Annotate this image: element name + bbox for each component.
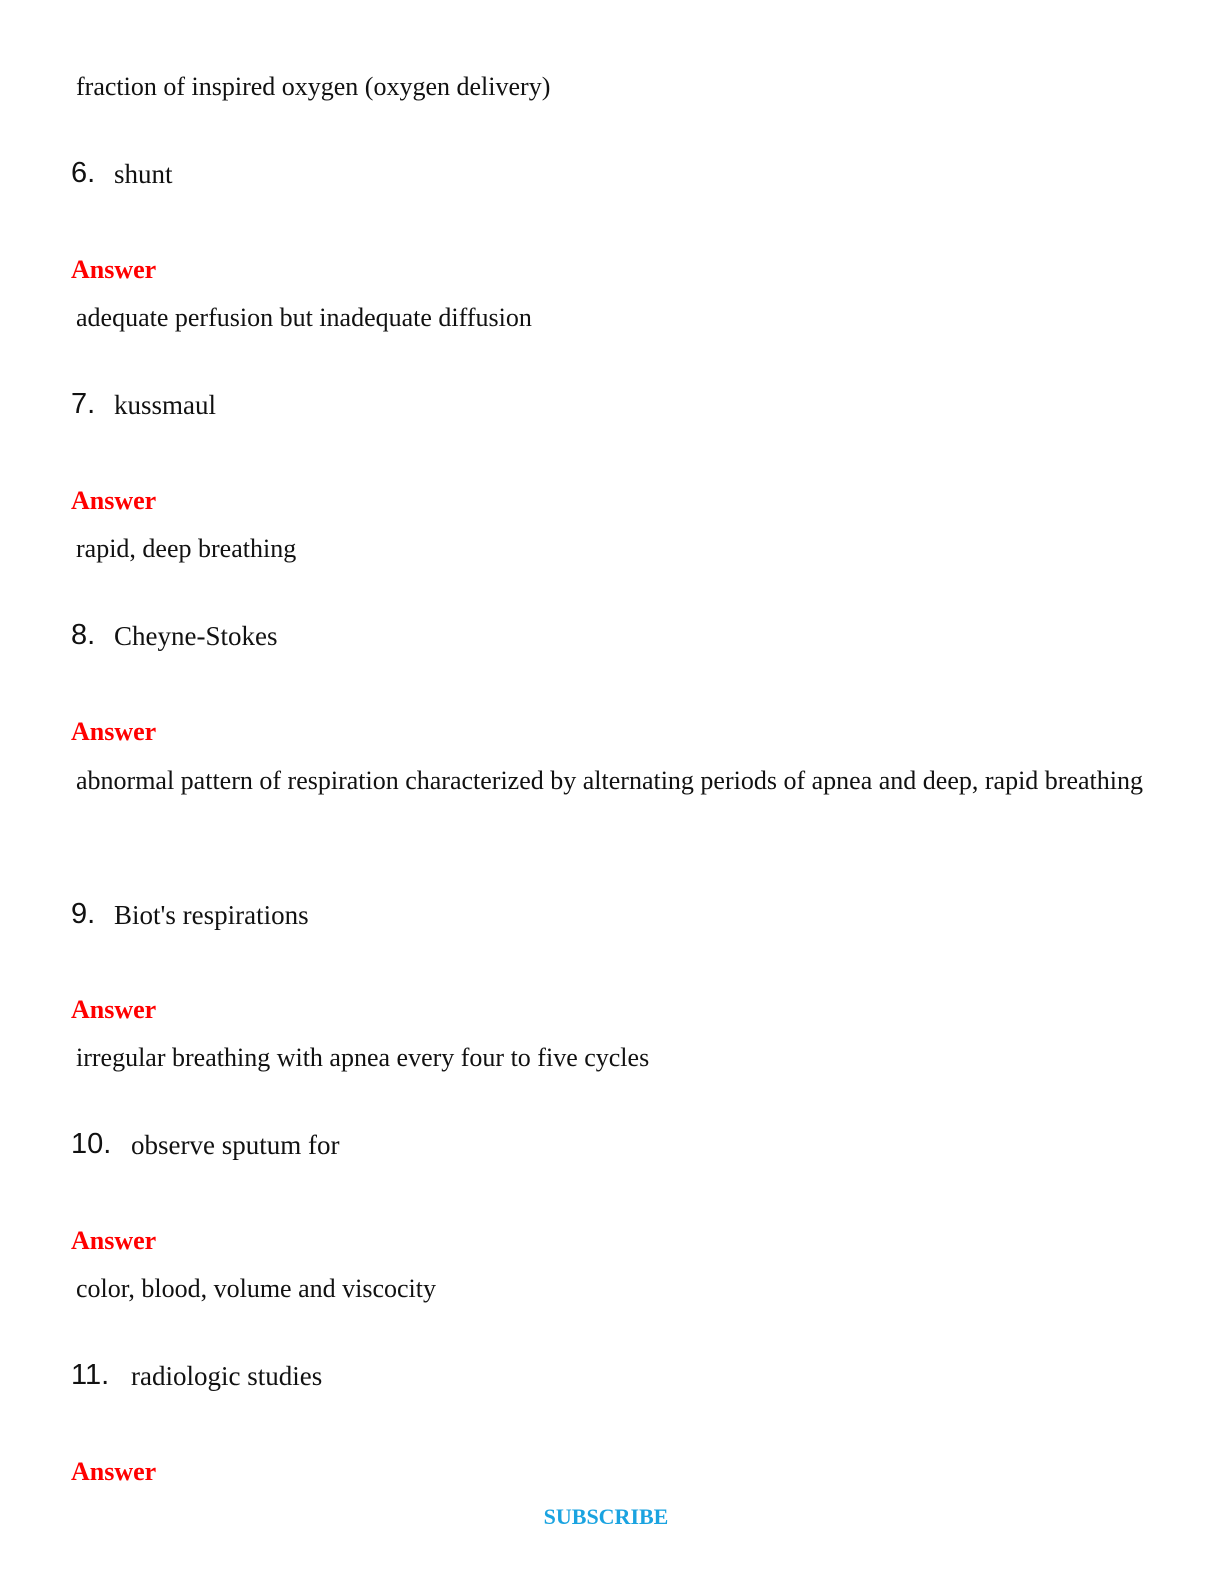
answer-label: Answer: [71, 995, 157, 1024]
answer-text: rapid, deep breathing: [76, 534, 297, 563]
question-number: 9.: [71, 898, 96, 930]
question-number: 11.: [71, 1359, 110, 1391]
answer-label: Answer: [71, 486, 157, 515]
subscribe-link[interactable]: SUBSCRIBE: [543, 1504, 669, 1529]
question-text: Cheyne-Stokes: [114, 621, 278, 651]
question-number: 6.: [71, 157, 96, 189]
question-text: radiologic studies: [131, 1361, 323, 1391]
answer-label: Answer: [71, 1457, 157, 1486]
answer-text: irregular breathing with apnea every four to five cycles: [76, 1043, 650, 1072]
answer-text: abnormal pattern of respiration characterized by alternating periods of apnea and deep, rapid breathing: [76, 766, 1143, 795]
question-number: 8.: [71, 619, 96, 651]
question-text: shunt: [114, 159, 173, 189]
question-number: 7.: [71, 388, 96, 420]
answer-label: Answer: [71, 255, 157, 284]
answer-text: adequate perfusion but inadequate diffusion: [76, 303, 532, 332]
answer-label: Answer: [71, 1226, 157, 1255]
question-number: 10.: [71, 1128, 112, 1160]
question-text: observe sputum for: [131, 1130, 340, 1160]
answer-text: fraction of inspired oxygen (oxygen delivery): [76, 72, 551, 101]
question-text: kussmaul: [114, 390, 217, 420]
question-text: Biot's respirations: [114, 900, 309, 930]
answer-label: Answer: [71, 717, 157, 746]
answer-text: color, blood, volume and viscocity: [76, 1274, 437, 1303]
